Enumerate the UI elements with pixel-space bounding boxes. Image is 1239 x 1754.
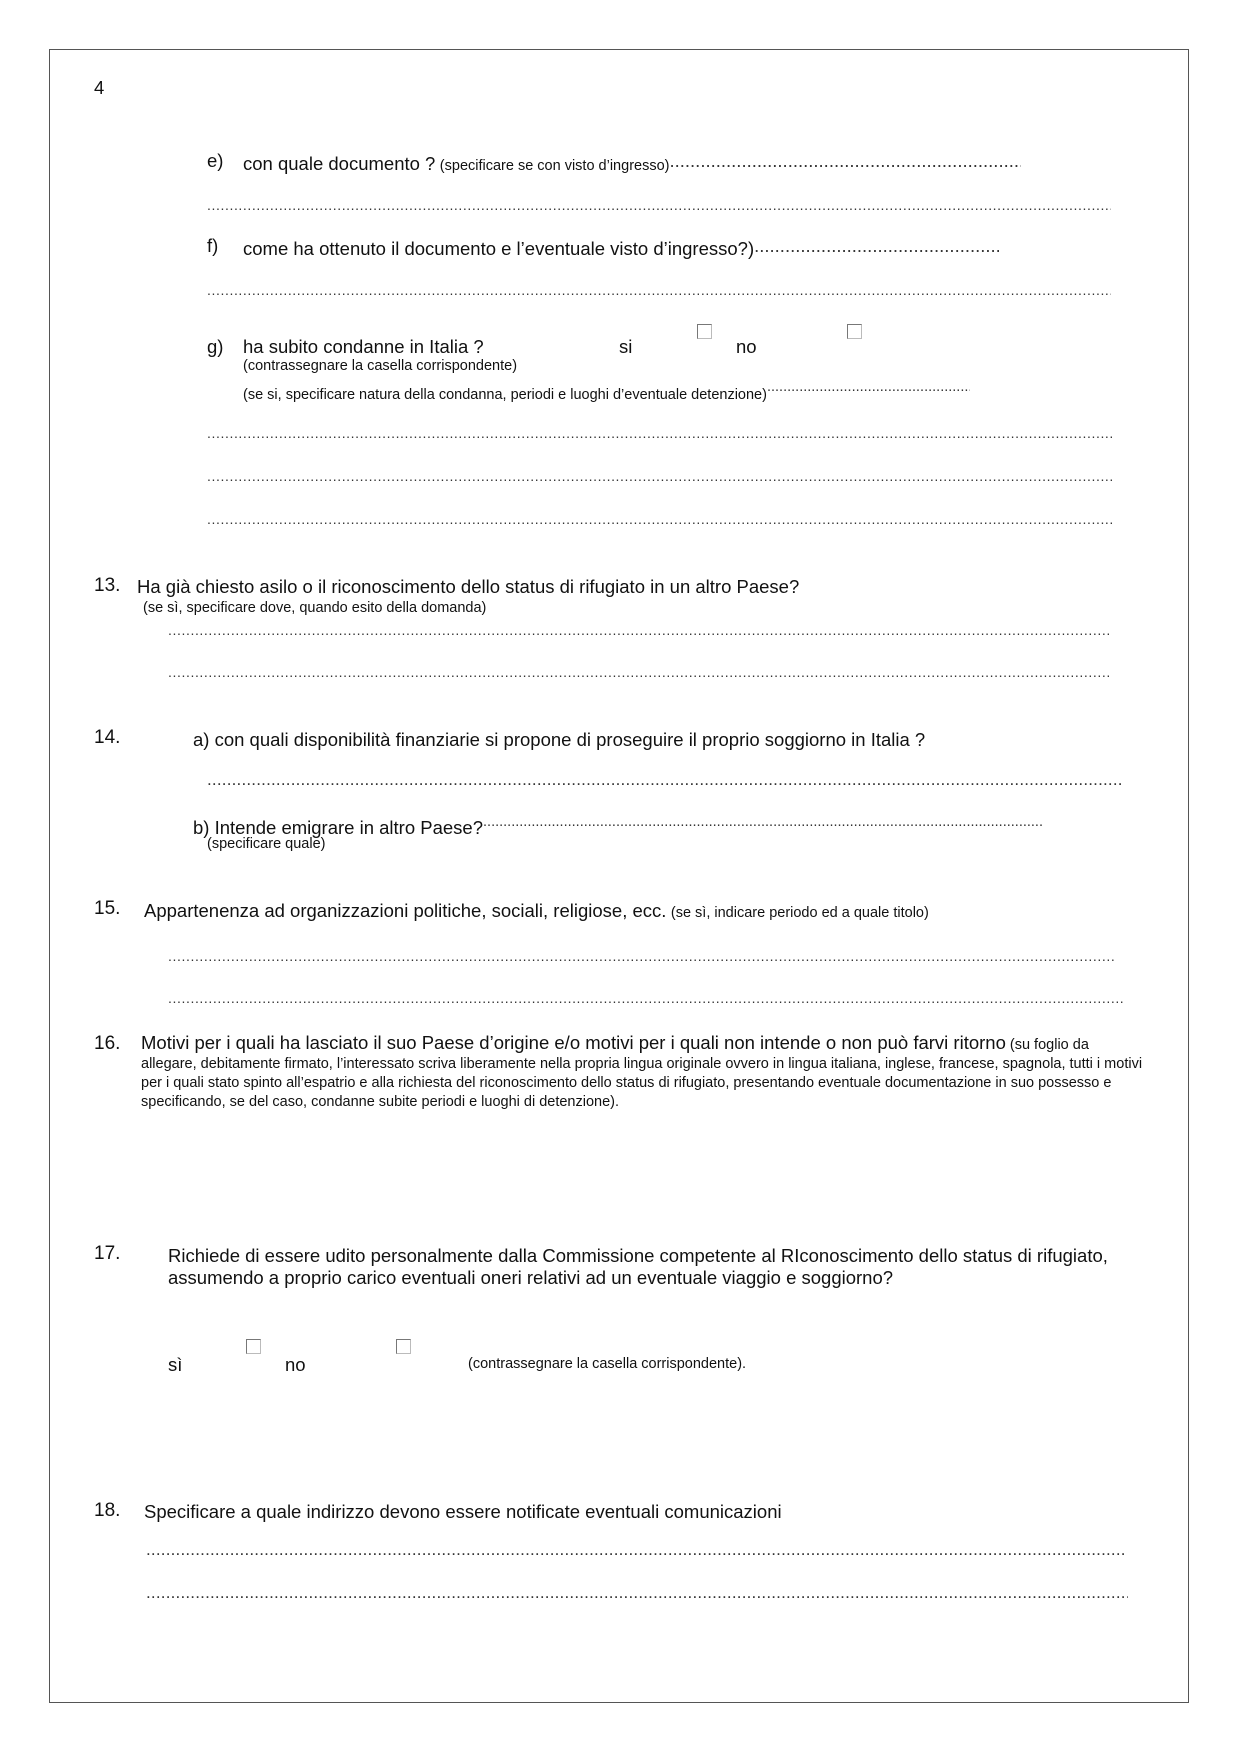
q12g-yes-label: si <box>619 336 633 357</box>
q12e-answer-line[interactable] <box>207 195 1111 215</box>
q12g-label: ha subito condanne in Italia ? <box>243 336 484 357</box>
q18-answer-line-2[interactable] <box>146 1583 1128 1603</box>
q12g-instruction: (contrassegnare la casella corrispondente) <box>243 358 518 374</box>
q16-text <box>141 1033 1146 1112</box>
q12f-line <box>243 235 1113 260</box>
q12g-note: (se si, specificare natura della condanna, periodi e luoghi d’eventuale detenzione) <box>243 387 767 403</box>
q14a-answer-line[interactable] <box>207 770 1122 790</box>
q12f-marker: f) <box>207 235 219 256</box>
q18-answer-line-1[interactable] <box>146 1540 1124 1560</box>
q12g-answer-line-2[interactable] <box>207 466 1113 486</box>
q12f-answer-line[interactable] <box>207 280 1111 300</box>
q18-number: 18. <box>94 1500 121 1521</box>
q17-label: Richiede di essere udito personalmente dalla Commissione competente al RIconoscimento dello status di rifugiato, assumendo a proprio carico eventuali oneri relativi ad un eventuale viaggio e soggiorno? <box>168 1245 1108 1288</box>
q12g-answer-inline[interactable] <box>767 379 970 399</box>
q12e-note: (specificare se con visto d’ingresso) <box>439 158 670 174</box>
q14b-answer-inline[interactable] <box>483 814 1043 834</box>
q12f-answer-inline[interactable] <box>754 235 999 255</box>
q12g-answer-line-3[interactable] <box>207 509 1113 529</box>
q12e-marker: e) <box>207 150 224 171</box>
q17-no-label: no <box>285 1354 306 1375</box>
q15-answer-line-1[interactable] <box>168 946 1114 966</box>
q17-no-checkbox[interactable] <box>396 1339 411 1354</box>
q15-label: Appartenenza ad organizzazioni politiche, sociali, religiose, ecc. <box>144 900 667 921</box>
q13-answer-line-2[interactable] <box>168 662 1111 682</box>
q16-note: (su foglio da allegare, debitamente firmato, l’interessato scriva liberamente nella propria lingua originale ovvero in lingua italiana, inglese, francese, spagnola, tutti i motivi per i quali stato spinto all’espatrio e alla richiesta del riconoscimento dello status di rifugiato, presentando eventuale documentazione in suo possesso e specificando, se del caso, condanne subite periodi e luoghi di detenzione). <box>141 1037 1143 1110</box>
q12g-note-line <box>243 379 1113 403</box>
q15-number: 15. <box>94 898 121 919</box>
q12g-marker: g) <box>207 336 224 357</box>
q15-answer-line-2[interactable] <box>168 988 1124 1008</box>
q12g-no-label: no <box>736 336 757 357</box>
q17-yes-label: sì <box>168 1354 183 1375</box>
q17-number: 17. <box>94 1243 121 1264</box>
q15-note: (se sì, indicare periodo ed a quale titolo) <box>670 905 929 921</box>
q18-label: Specificare a quale indirizzo devono essere notificate eventuali comunicazioni <box>144 1501 782 1522</box>
q14a-label: a) con quali disponibilità finanziarie si propone di proseguire il proprio soggiorno in Italia ? <box>193 729 926 750</box>
q12g-no-checkbox[interactable] <box>847 324 862 339</box>
q12f-label: come ha ottenuto il documento e l’eventuale visto d’ingresso?) <box>243 238 755 259</box>
q12e-answer-inline[interactable] <box>669 150 1021 170</box>
q14-number: 14. <box>94 727 121 748</box>
q16-lead: Motivi per i quali ha lasciato il suo Paese d’origine e/o motivi per i quali non intende o non può farvi ritorno <box>141 1032 1006 1053</box>
q14b-note: (specificare quale) <box>207 836 326 852</box>
q13-label: Ha già chiesto asilo o il riconoscimento dello status di rifugiato in un altro Paese? <box>137 576 800 597</box>
q12g-yes-checkbox[interactable] <box>697 324 712 339</box>
q13-number: 13. <box>94 575 121 596</box>
q15-line <box>144 900 929 922</box>
q13-answer-line-1[interactable] <box>168 620 1111 640</box>
page-number: 4 <box>94 77 105 98</box>
q12e-line <box>243 150 1113 175</box>
q12e-label: con quale documento ? <box>243 153 436 174</box>
q17-yes-checkbox[interactable] <box>246 1339 261 1354</box>
q16-number: 16. <box>94 1033 121 1054</box>
q14b-line <box>193 814 1113 839</box>
q17-instruction: (contrassegnare la casella corrispondente). <box>468 1356 747 1372</box>
q13-note: (se sì, specificare dove, quando esito della domanda) <box>143 600 487 616</box>
q14b-label: b) Intende emigrare in altro Paese? <box>193 817 484 838</box>
q12g-answer-line-1[interactable] <box>207 423 1113 443</box>
